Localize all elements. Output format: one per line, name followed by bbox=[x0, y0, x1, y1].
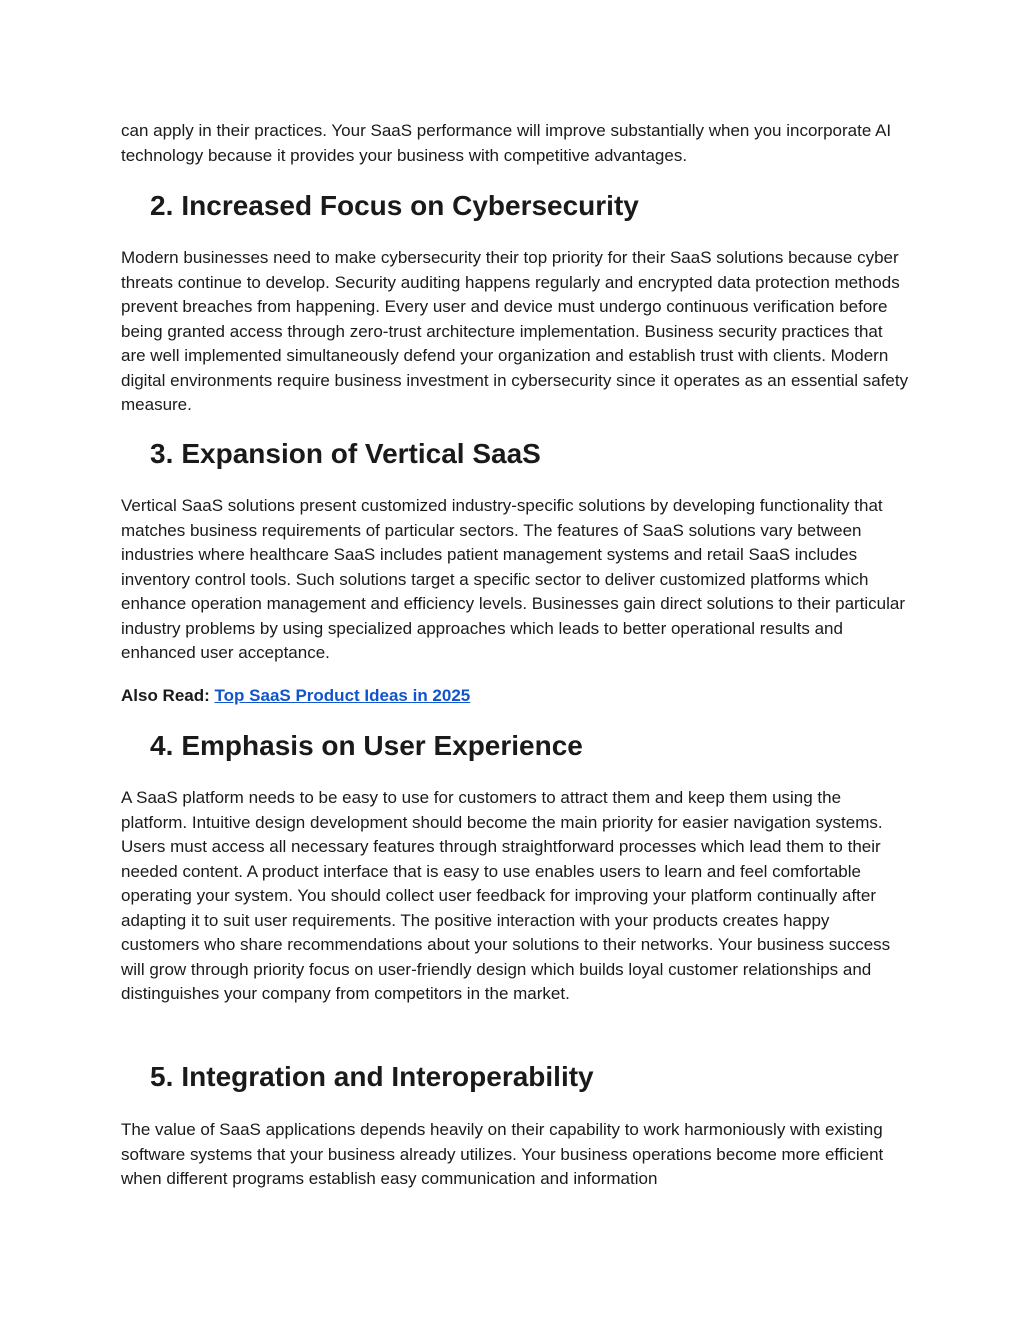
section-number: 2. bbox=[150, 190, 174, 221]
section-title: Integration and Interoperability bbox=[181, 1061, 594, 1092]
section-number: 5. bbox=[150, 1061, 174, 1092]
section-body-user-experience: A SaaS platform needs to be easy to use for customers to attract them and keep them using the platform. Intuitive design development should become the main priority for easier navigation systems. Users must access all necessary features through straightforward processes which lead them to their needed content. A product interface that is easy to use enables users to learn and feel comfortable operating your system. You should collect user feedback for improving your platform continually after adapting it to suit user requirements. The positive interaction with your products creates happy customers who share recommendations about your solutions to their networks. Your business success will grow through priority focus on user-friendly design which builds loyal customer relationships and distinguishes your company from competitors in the market. bbox=[121, 788, 891, 1003]
section-number: 3. bbox=[150, 438, 174, 469]
section-body-cybersecurity: Modern businesses need to make cybersecurity their top priority for their SaaS solutions because cyber threats continue to develop. Security auditing happens regularly and encrypted data protection methods prevent breaches from happening. Every user and device must undergo continuous verification before being granted access through zero-trust architecture implementation. Business security practices that are well implemented simultaneously defend your organization and establish trust with clients. Modern digital environments require business investment in cybersecurity since it operates as an essential safety measure. bbox=[121, 248, 909, 414]
section-heading-vertical-saas bbox=[150, 436, 541, 472]
section-title: Emphasis on User Experience bbox=[181, 730, 583, 761]
also-read-label: Also Read: bbox=[121, 686, 210, 705]
section-body-vertical-saas: Vertical SaaS solutions present customized industry-specific solutions by developing functionality that matches business requirements of particular sectors. The features of SaaS solutions vary between industries where healthcare SaaS includes patient management systems and retail SaaS includes inventory control tools. Such solutions target a specific sector to deliver customized platforms which enhance operation management and efficiency levels. Businesses gain direct solutions to their particular industry problems by using specialized approaches which leads to better operational results and enhanced user acceptance. bbox=[121, 496, 906, 662]
section-number: 4. bbox=[150, 730, 174, 761]
section-body-integration: The value of SaaS applications depends heavily on their capability to work harmoniously with existing software systems that your business already utilizes. Your business operations become more efficient when different programs establish easy communication and information bbox=[121, 1120, 884, 1188]
section-heading-integration bbox=[150, 1059, 594, 1095]
section-heading-user-experience bbox=[150, 728, 583, 764]
also-read-link[interactable]: Top SaaS Product Ideas in 2025 bbox=[214, 686, 471, 705]
section-title: Increased Focus on Cybersecurity bbox=[181, 190, 639, 221]
section-title: Expansion of Vertical SaaS bbox=[181, 438, 541, 469]
intro-paragraph: can apply in their practices. Your SaaS performance will improve substantially when you incorporate AI technology because it provides your business with competitive advantages. bbox=[121, 121, 892, 165]
also-read-line bbox=[121, 684, 470, 708]
section-heading-cybersecurity bbox=[150, 188, 639, 224]
